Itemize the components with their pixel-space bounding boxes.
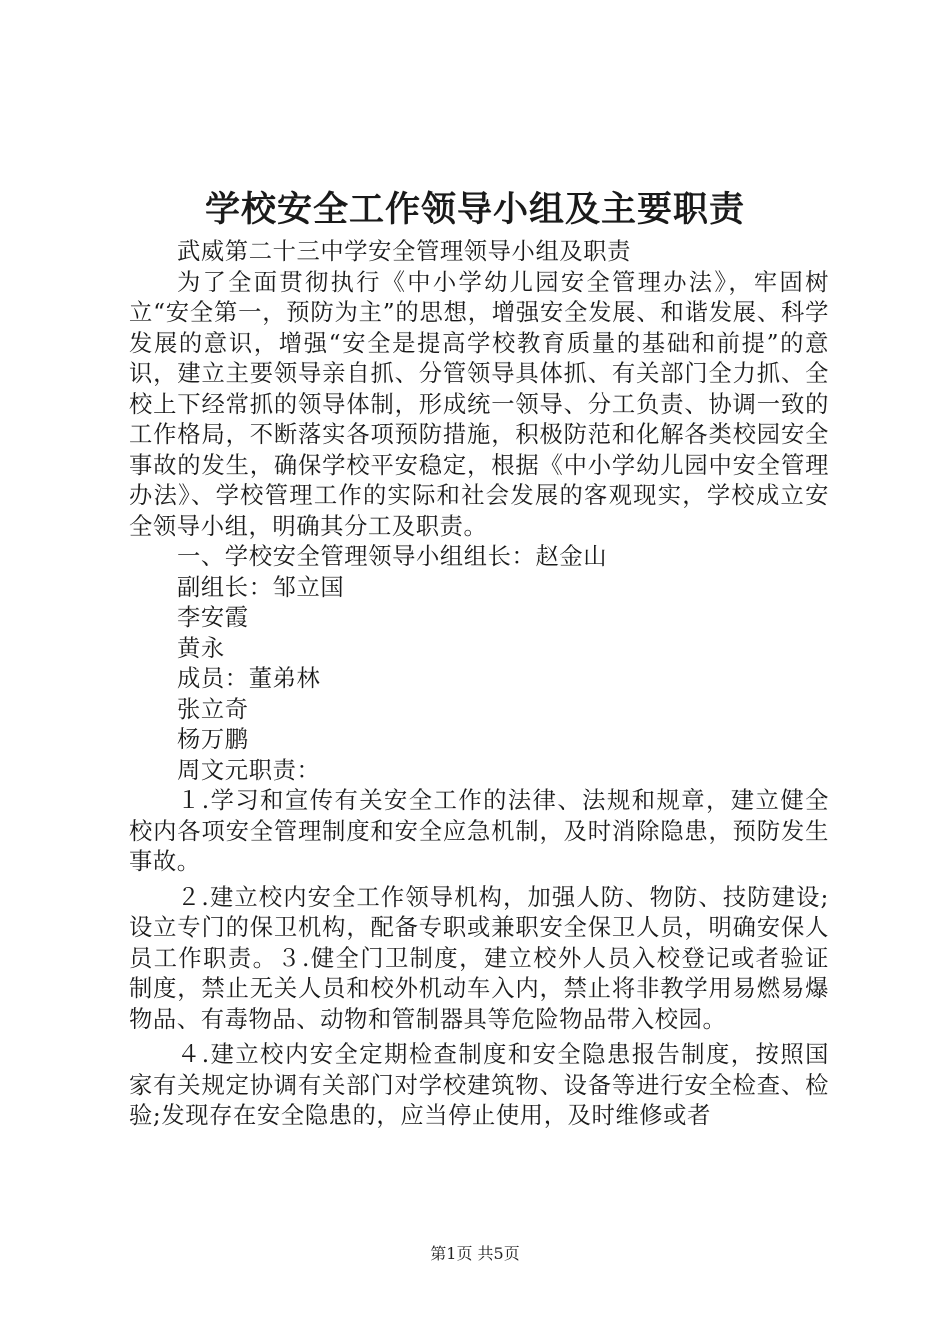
paragraph-duty-1: １.学习和宣传有关安全工作的法律、法规和规章，建立健全校内各项安全管理制度和安全应急机制，及时消除隐患，预防发生事故。	[129, 787, 829, 875]
paragraph-duties-heading: 周文元职责：	[177, 756, 321, 784]
paragraph-name: 杨万鹏	[177, 726, 249, 753]
paragraph-deputy: 副组长：邹立国	[177, 573, 345, 601]
paragraph-name: 李安霞	[177, 604, 249, 631]
paragraph-name: 张立奇	[177, 695, 249, 723]
document-title: 学校安全工作领导小组及主要职责	[204, 189, 745, 230]
paragraph-members: 成员：董弟林	[177, 665, 321, 692]
page-footer: 第1页 共5页	[430, 1244, 520, 1263]
document-body	[129, 237, 829, 1132]
paragraph-subtitle: 武威第二十三中学安全管理领导小组及职责	[177, 238, 632, 265]
paragraph-duty-2-3: ２.建立校内安全工作领导机构，加强人防、物防、技防建设;设立专门的保卫机构，配备专职或兼职安全保卫人员，明确安保人员工作职责。３.健全门卫制度，建立校外人员入校登记或者验证制度，禁止无关人员和校外机动车入内，禁止将非教学用易燃易爆物品、有毒物品、动物和管制器具等危险物品带入校园。	[129, 883, 829, 1033]
paragraph-leader: 一、学校安全管理领导小组组长：赵金山	[177, 543, 608, 570]
paragraph-duty-4: ４.建立校内安全定期检查制度和安全隐患报告制度，按照国家有关规定协调有关部门对学校建筑物、设备等进行安全检查、检验;发现存在安全隐患的，应当停止使用，及时维修或者	[129, 1041, 829, 1129]
paragraph-intro: 为了全面贯彻执行《中小学幼儿园安全管理办法》，牢固树立“安全第一，预防为主”的思想，增强安全发展、和谐发展、科学发展的意识，增强“安全是提高学校教育质量的基础和前提”的意识，建立主要领导亲自抓、分管领导具体抓、有关部门全力抓、全校上下经常抓的领导体制，形成统一领导、分工负责、协调一致的工作格局，不断落实各项预防措施，积极防范和化解各类校园安全事故的发生，确保学校平安稳定，根据《中小学幼儿园中安全管理办法》、学校管理工作的实际和社会发展的客观现实，学校成立安全领导小组，明确其分工及职责。	[129, 268, 829, 540]
paragraph-name: 黄永	[177, 634, 225, 662]
